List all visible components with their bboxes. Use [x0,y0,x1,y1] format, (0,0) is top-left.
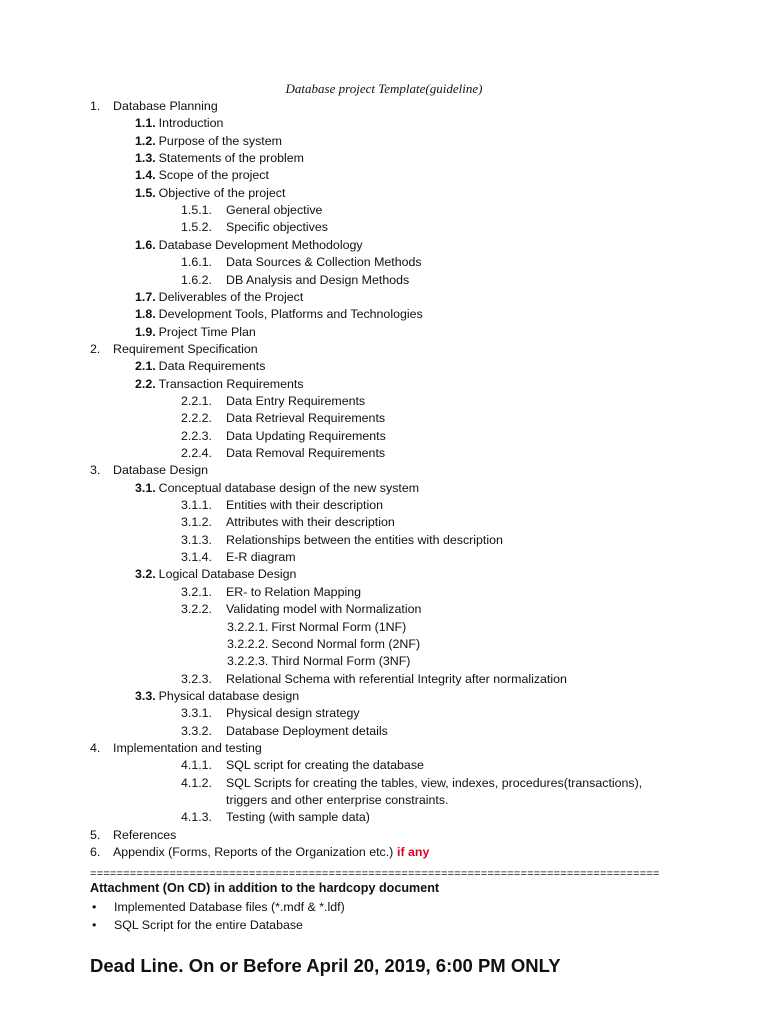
outline-text: Specific objectives [226,220,328,235]
outline-number: 1. [90,99,101,113]
outline-text: Scope of the project [158,168,269,183]
outline-text: Data Retrieval Requirements [226,411,386,426]
highlight-text: if any [397,845,430,860]
outline-text: Relationships between the entities with description [226,532,503,547]
bullet-text: SQL Script for the entire Database [114,918,303,932]
outline-text: Appendix (Forms, Reports of the Organization etc.) [113,845,394,860]
outline-number: 3.2.2.3. [227,654,269,669]
outline-text: Requirement Specification [113,341,258,356]
outline-number: 1.6.2. [181,272,213,287]
outline-number: 4. [90,740,101,755]
outline-text: Data Entry Requirements [226,393,366,408]
outline-number: 2.2. [135,376,156,391]
outline-text: First Normal Form (1NF) [271,619,407,634]
outline-text: Statements of the problem [158,151,304,166]
outline-number: 1.4. [135,168,156,183]
outline-text: Physical design strategy [226,706,360,721]
outline-text: Entities with their description [226,498,384,513]
outline-item-level-5 [226,792,448,809]
outline-item-level-2 [135,688,299,705]
outline-number: 3.1.4. [181,550,213,565]
outline-text: Data Removal Requirements [226,446,386,460]
outline-number: 3.1.2. [181,515,213,530]
outline-number: 4.1.2. [181,775,213,790]
outline-number: 2.2.3. [181,428,213,443]
outline-item-level-2 [135,376,304,393]
outline-number: 2.2.1. [181,393,213,408]
outline-number: 1.6.1. [181,255,213,270]
outline-text: DB Analysis and Design Methods [226,272,410,287]
outline-text: Implementation and testing [113,740,262,755]
outline-text: General objective [226,203,323,218]
outline-number: 3.1.3. [181,532,213,547]
outline-number: 1.5.1. [181,203,213,218]
outline-number: 1.1. [135,116,156,131]
outline-text: SQL Scripts for creating the tables, view, indexes, procedures(transactions), [226,775,643,790]
outline-number: 3.3.2. [181,723,213,738]
outline-text: Purpose of the system [158,133,282,148]
outline-item-level-2 [135,167,269,184]
outline-item-level-2 [135,115,223,132]
outline-item-level-4 [227,636,420,653]
outline-text: Transaction Requirements [158,376,304,391]
outline-text: Database Design [113,463,209,478]
outline-text: Validating model with Normalization [226,602,422,617]
outline-number: 3. [90,463,101,478]
outline-text: Database Development Methodology [158,237,363,252]
outline-item-level-2 [135,306,423,323]
outline-text: Development Tools, Platforms and Technologies [158,307,423,322]
document-title: Database project Template(guideline) [285,81,483,96]
outline-number: 1.8. [135,307,156,322]
outline-number: 2. [90,341,101,356]
outline-number: 3.1. [135,480,156,495]
outline-item-level-2 [135,358,265,375]
deadline-notice: Dead Line. On or Before April 20, 2019, 6:00 PM ONLY [90,955,561,976]
outline-number: 2.2.4. [181,446,213,460]
outline-number: 4.1.1. [181,758,213,773]
outline-text: triggers and other enterprise constraints. [226,793,449,807]
outline-number: 3.2.2.1. [227,619,269,634]
outline-number: 1.2. [135,133,156,148]
attachment-heading: Attachment (On CD) in addition to the hardcopy document [90,881,440,895]
outline-number: 1.5.2. [181,220,213,235]
outline-text: SQL script for creating the database [226,758,424,773]
bullet-dot: • [92,918,97,932]
outline-text: Testing (with sample data) [226,810,370,825]
outline-number: 3.1.1. [181,498,213,513]
outline-text: ER- to Relation Mapping [226,584,361,599]
outline-text: Data Updating Requirements [226,428,386,443]
outline-number: 6. [90,845,101,860]
outline-number: 2.1. [135,359,156,374]
outline-text: E-R diagram [226,550,296,565]
outline-item-level-2 [135,185,285,202]
outline-text: Conceptual database design of the new system [158,480,420,495]
outline-item-level-2 [135,133,282,150]
outline-number: 3.2.2.2. [227,636,269,651]
outline-text: Physical database design [158,688,300,703]
outline-number: 2.2.2. [181,411,213,426]
outline-item-level-4 [227,653,410,670]
outline-number: 3.2.1. [181,584,213,599]
outline-item-level-2 [135,289,303,306]
outline-number: 3.2.2. [181,602,213,617]
outline-text: Database Deployment details [226,723,388,738]
outline-number: 4.1.3. [181,810,213,825]
outline-number: 1.6. [135,237,156,252]
outline-number: 3.3.1. [181,706,213,721]
outline-text: Data Sources & Collection Methods [226,255,422,270]
outline-number: 1.9. [135,324,156,339]
outline-text: Introduction [158,116,224,131]
outline-text: Logical Database Design [158,567,297,582]
outline-text: Relational Schema with referential Integrity after normalization [226,671,567,686]
outline-number: 1.5. [135,185,156,200]
outline-text: Project Time Plan [158,324,256,339]
bullet-text: Implemented Database files (*.mdf & *.ldf) [114,900,345,914]
outline-text: Data Requirements [158,359,266,374]
outline-text: References [113,827,177,842]
separator-line: ====================================================================================== [90,868,660,880]
outline-number: 3.2.3. [181,671,213,686]
outline-number: 1.3. [135,151,156,166]
outline-text: Deliverables of the Project [158,289,304,304]
outline-item-level-4 [227,619,406,636]
outline-text: Third Normal Form (3NF) [271,654,411,669]
outline-item-level-2 [135,237,363,254]
outline-item-level-2 [135,566,296,583]
outline-item-level-2 [135,150,304,167]
outline-number: 1.7. [135,289,156,304]
outline-number: 3.2. [135,567,156,582]
outline-text: Second Normal form (2NF) [271,636,421,651]
outline-number: 3.3. [135,688,156,703]
outline-text: Database Planning [113,99,218,113]
outline-item-level-2 [135,480,419,497]
outline-number: 5. [90,827,101,842]
outline-item-level-2 [135,324,256,341]
bullet-dot: • [92,900,97,914]
outline-text: Objective of the project [158,185,286,200]
outline-text: Attributes with their description [226,515,395,530]
